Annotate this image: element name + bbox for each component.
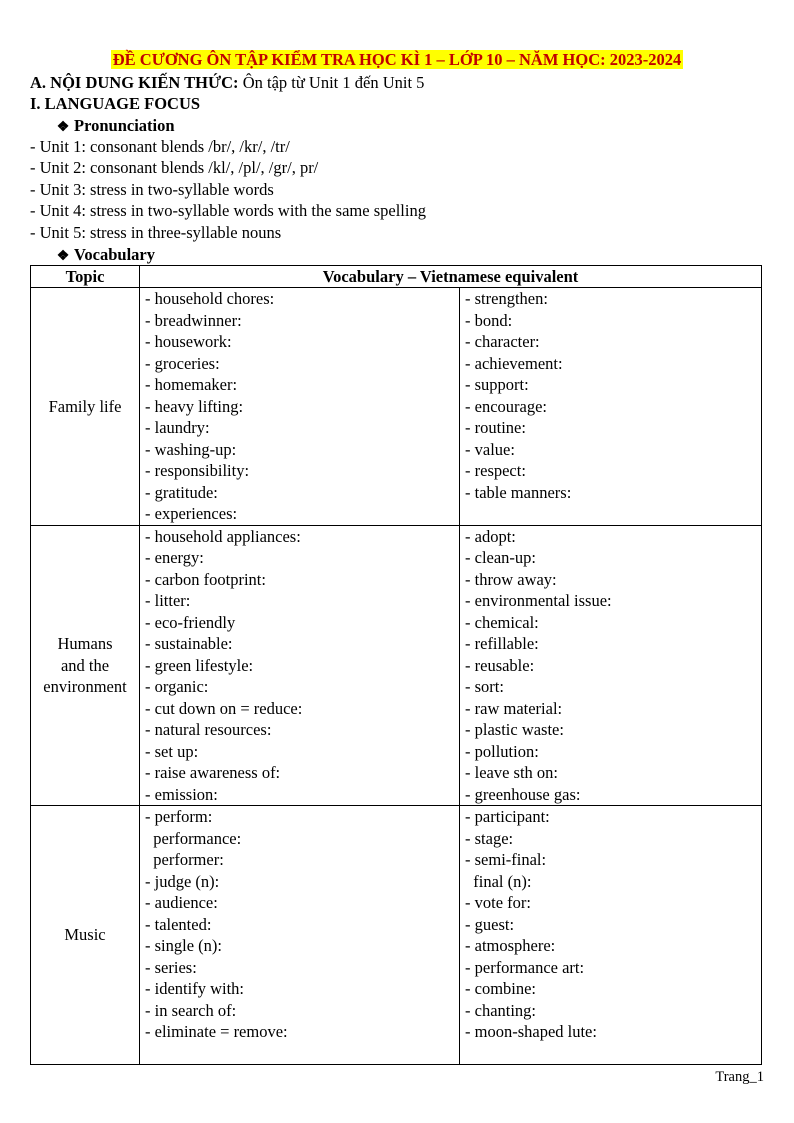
vocab-item: - carbon footprint: — [145, 569, 266, 589]
pronunciation-heading — [52, 115, 175, 138]
vocab-item: - semi-final: — [465, 850, 547, 869]
vocab-item: - judge (n): — [145, 871, 220, 891]
vocab-item: - character: — [465, 332, 540, 351]
vocab-item: - litter: — [145, 591, 191, 610]
vocabulary-heading-text: Vocabulary — [74, 245, 155, 264]
vocab-item: - adopt: — [465, 526, 516, 546]
vocab-item: - experiences: — [145, 504, 238, 523]
vocabulary-heading — [52, 244, 155, 267]
vocab-item: - in search of: — [145, 1000, 237, 1020]
title-text: ĐỀ CƯƠNG ÔN TẬP KIỂM TRA HỌC KÌ 1 – LỚP 10 – NĂM HỌC: 2023-2024 — [112, 50, 682, 69]
vocab-item: - table manners: — [465, 482, 572, 502]
topic-cell — [31, 288, 140, 526]
vocab-item: - washing-up: — [145, 439, 237, 459]
vocab-item: - achievement: — [465, 353, 563, 373]
vocab-item: - strengthen: — [465, 289, 548, 308]
vocab-item: - throw away: — [465, 569, 557, 589]
vocab-item: - leave sth on: — [465, 763, 559, 782]
vocab-item: - guest: — [465, 914, 515, 934]
header-vocabulary: Vocabulary – Vietnamese equivalent — [140, 266, 762, 288]
table-row — [31, 806, 762, 1065]
pronunciation-item: - Unit 3: stress in two-syllable words — [30, 180, 274, 199]
vocab-item: - laundry: — [145, 418, 210, 437]
vocab-item: - sustainable: — [145, 634, 233, 653]
vocab-item: - emission: — [145, 784, 218, 804]
vocab-item: - chanting: — [465, 1000, 537, 1020]
vocab-item: - identify with: — [145, 979, 244, 998]
vocab-item: - sort: — [465, 677, 504, 696]
vocab-item: - homemaker: — [145, 375, 238, 394]
vocab-item: - routine: — [465, 418, 526, 437]
vocab-item: performance: — [145, 828, 242, 848]
pronunciation-item: - Unit 2: consonant blends /kl/, /pl/, /gr/, pr/ — [30, 158, 319, 177]
vocab-item: - raise awareness of: — [145, 763, 281, 782]
vocab-item: - greenhouse gas: — [465, 784, 581, 804]
vocab-item: - housework: — [145, 332, 232, 351]
vocab-item: - encourage: — [465, 396, 547, 416]
table-row — [31, 288, 762, 526]
vocab-item: - performance art: — [465, 957, 585, 977]
diamond-bullet-icon: ❖ — [56, 120, 70, 135]
vocab-item: performer: — [145, 850, 224, 869]
vocab-item: - heavy lifting: — [145, 396, 244, 416]
vocab-item: - talented: — [145, 914, 212, 934]
section-a-label: A. NỘI DUNG KIẾN THỨC: — [30, 73, 239, 92]
vocab-left-cell — [140, 525, 460, 806]
header-topic: Topic — [31, 266, 140, 288]
topic-label: Humans and the environment — [43, 634, 127, 696]
vocab-item: - bond: — [465, 310, 513, 330]
vocab-right-cell — [460, 525, 762, 806]
vocab-item: - energy: — [145, 548, 204, 567]
vocab-item: - value: — [465, 439, 515, 459]
section-a-text: Ôn tập từ Unit 1 đến Unit 5 — [238, 73, 425, 92]
vocab-item: - stage: — [465, 828, 514, 848]
table-row — [31, 525, 762, 806]
vocab-item: - single (n): — [145, 936, 222, 955]
topic-cell — [31, 525, 140, 806]
vocab-item: - vote for: — [465, 893, 531, 912]
vocab-item: - audience: — [145, 893, 218, 912]
vocab-item: - clean-up: — [465, 548, 537, 567]
vocab-left-cell — [140, 288, 460, 526]
vocab-item: - reusable: — [465, 655, 535, 675]
vocab-item: - respect: — [465, 461, 526, 480]
vocab-item: - moon-shaped lute: — [465, 1022, 597, 1041]
section-a — [30, 72, 424, 93]
page-title — [0, 50, 794, 70]
pronunciation-heading-text: Pronunciation — [74, 116, 175, 135]
vocab-item: - responsibility: — [145, 461, 250, 480]
vocab-item: - organic: — [145, 677, 209, 696]
vocab-item: - environmental issue: — [465, 591, 612, 610]
vocab-item: final (n): — [465, 871, 532, 891]
vocab-item: - groceries: — [145, 353, 220, 373]
vocab-item: - natural resources: — [145, 720, 272, 739]
topic-label: Music — [64, 925, 106, 945]
vocab-item: - household chores: — [145, 289, 275, 308]
vocab-item: - green lifestyle: — [145, 655, 254, 675]
table-header-row — [31, 266, 762, 288]
vocab-item: - refillable: — [465, 634, 539, 653]
diamond-bullet-icon: ❖ — [56, 249, 70, 264]
vocab-item: - series: — [145, 957, 197, 977]
pronunciation-item: - Unit 4: stress in two-syllable words with the same spelling — [30, 201, 426, 220]
vocab-item: - combine: — [465, 979, 537, 998]
vocabulary-table — [30, 265, 762, 1065]
vocab-right-cell — [460, 806, 762, 1065]
vocab-item: - gratitude: — [145, 482, 218, 502]
vocab-item: - household appliances: — [145, 526, 301, 546]
pronunciation-item: - Unit 1: consonant blends /br/, /kr/, /tr/ — [30, 137, 290, 156]
vocab-item: - chemical: — [465, 612, 539, 632]
vocab-item: - breadwinner: — [145, 310, 242, 330]
vocab-item: - set up: — [145, 741, 199, 761]
vocab-item: - support: — [465, 375, 529, 394]
topic-label: Family life — [48, 396, 122, 416]
vocab-item: - atmosphere: — [465, 936, 556, 955]
vocab-item: - eco-friendly — [145, 612, 236, 632]
vocab-item: - pollution: — [465, 741, 539, 761]
vocab-item: - cut down on = reduce: — [145, 698, 303, 718]
vocab-item: - participant: — [465, 807, 550, 826]
vocab-item: - raw material: — [465, 698, 563, 718]
pronunciation-item: - Unit 5: stress in three-syllable nouns — [30, 223, 282, 242]
vocab-item: - eliminate = remove: — [145, 1022, 288, 1041]
vocab-right-cell — [460, 288, 762, 526]
topic-cell — [31, 806, 140, 1065]
vocab-item: - perform: — [145, 807, 213, 826]
page-number: Trang_1 — [715, 1069, 764, 1085]
vocab-left-cell — [140, 806, 460, 1065]
vocab-item: - plastic waste: — [465, 720, 564, 739]
section-i-heading: I. LANGUAGE FOCUS — [30, 94, 201, 113]
